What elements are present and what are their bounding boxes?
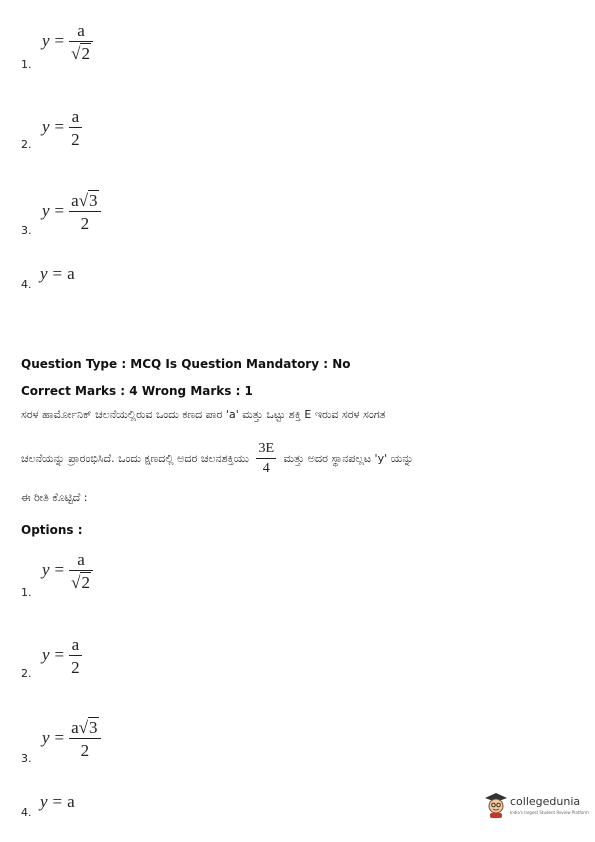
collegedunia-logo (484, 792, 589, 822)
option-formula: y = $\frac{a}{2}$ (42, 635, 80, 677)
options-label: Options : (21, 523, 83, 537)
student-mascot-icon (484, 792, 508, 818)
question-text-line-3: ಈ ರೀತಿ ಕೊಟ್ಟಿದೆ : (21, 491, 88, 504)
option-formula: y = $\frac{a}{√2}$ (42, 22, 93, 62)
energy-fraction: $\frac{3E}{4}$ (258, 441, 275, 476)
option-number: 1. (21, 58, 32, 71)
question-text-line-2: ಚಲನೆಯನ್ನು ಪ್ರಾರಂಭಿಸಿದೆ. ಒಂದು ಕ್ಷಣದಲ್ಲಿ ಅದರ ಚಲನಶಕ್ತಿಯು $\frac{3E}{4}$ ಮತ್ತು ಅದರ ಸ್ಥಾನಪಲ್ಲಟ 'y' ಯನ್ನು (21, 441, 414, 476)
logo-tagline: India's largest Student Review Platform (510, 810, 589, 815)
option-number: 2. (21, 138, 32, 151)
question-text-line-1: ಸರಳ ಹಾರ್ಮೋನಿಕ್ ಚಲನೆಯಲ್ಲಿರುವ ಒಂದು ಕಣದ ಪಾರ 'a' ಮತ್ತು ಒಟ್ಟು ಶಕ್ತಿ E ಇರುವ ಸರಳ ಸಂಗತ (21, 408, 386, 421)
option-formula: y = $\frac{a}{√2}$ (42, 551, 93, 591)
option-number: 4. (21, 806, 32, 819)
option-formula: y = $\frac{a√3}{2}$ (42, 719, 101, 759)
logo-text: collegedunia (510, 795, 581, 808)
option-number: 3. (21, 224, 32, 237)
option-number: 1. (21, 586, 32, 599)
option-formula: y = a (40, 264, 75, 283)
option-number: 4. (21, 278, 32, 291)
marks-line: Correct Marks : 4 Wrong Marks : 1 (21, 384, 253, 398)
option-formula: y = a (40, 792, 75, 811)
option-formula: y = $\frac{a}{2}$ (42, 107, 80, 149)
question-type-line: Question Type : MCQ Is Question Mandatory : No (21, 357, 351, 371)
option-number: 2. (21, 667, 32, 680)
option-number: 3. (21, 752, 32, 765)
option-formula: y = $\frac{a√3}{2}$ (42, 192, 101, 232)
